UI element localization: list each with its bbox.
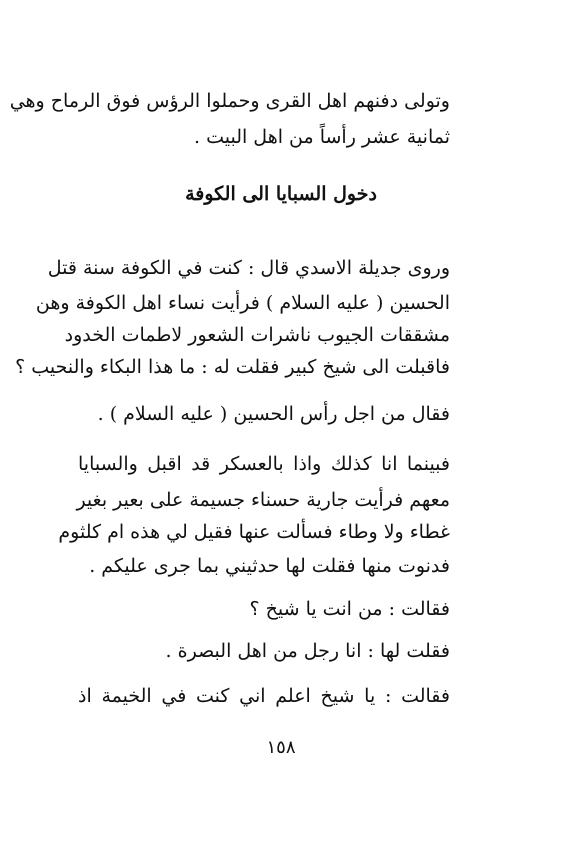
text-line: فبينما انا كذلك واذا بالعسكر قد اقبل والسبايا	[78, 453, 450, 475]
text-line: غطاء ولا وطاء فسألت عنها فقيل لي هذه ام كلثوم	[58, 521, 450, 543]
text-line: فقالت : يا شيخ اعلم اني كنت في الخيمة اذ	[78, 685, 450, 707]
text-line: فقال من اجل رأس الحسين ( عليه السلام ) .	[97, 403, 450, 425]
text-line: وتولى دفنهم اهل القرى وحملوا الرؤس فوق الرماح وهي	[9, 90, 450, 112]
text-line: فقلت لها : انا رجل من اهل البصرة .	[165, 640, 450, 662]
text-line: ثمانية عشر رأساً من اهل البيت .	[194, 126, 450, 148]
text-line: وروى جديلة الاسدي قال : كنت في الكوفة سنة قتل	[47, 257, 450, 279]
text-line: فقالت : من انت يا شيخ ؟	[249, 598, 450, 620]
page-number: ١٥٨	[266, 737, 296, 758]
text-line: فاقبلت الى شيخ كبير فقلت له : ما هذا البكاء والنحيب ؟	[15, 356, 450, 378]
text-line: معهم فرأيت جارية حسناء جسيمة على بعير بغير	[76, 489, 450, 511]
text-line: الحسين ( عليه السلام ) فرأيت نساء اهل الكوفة وهن	[35, 292, 450, 314]
text-line: فدنوت منها فقلت لها حدثيني بما جرى عليكم .	[89, 555, 450, 577]
text-line: مشققات الجيوب ناشرات الشعور لاطمات الخدود	[64, 324, 450, 346]
section-heading: دخول السبايا الى الكوفة	[185, 183, 377, 205]
